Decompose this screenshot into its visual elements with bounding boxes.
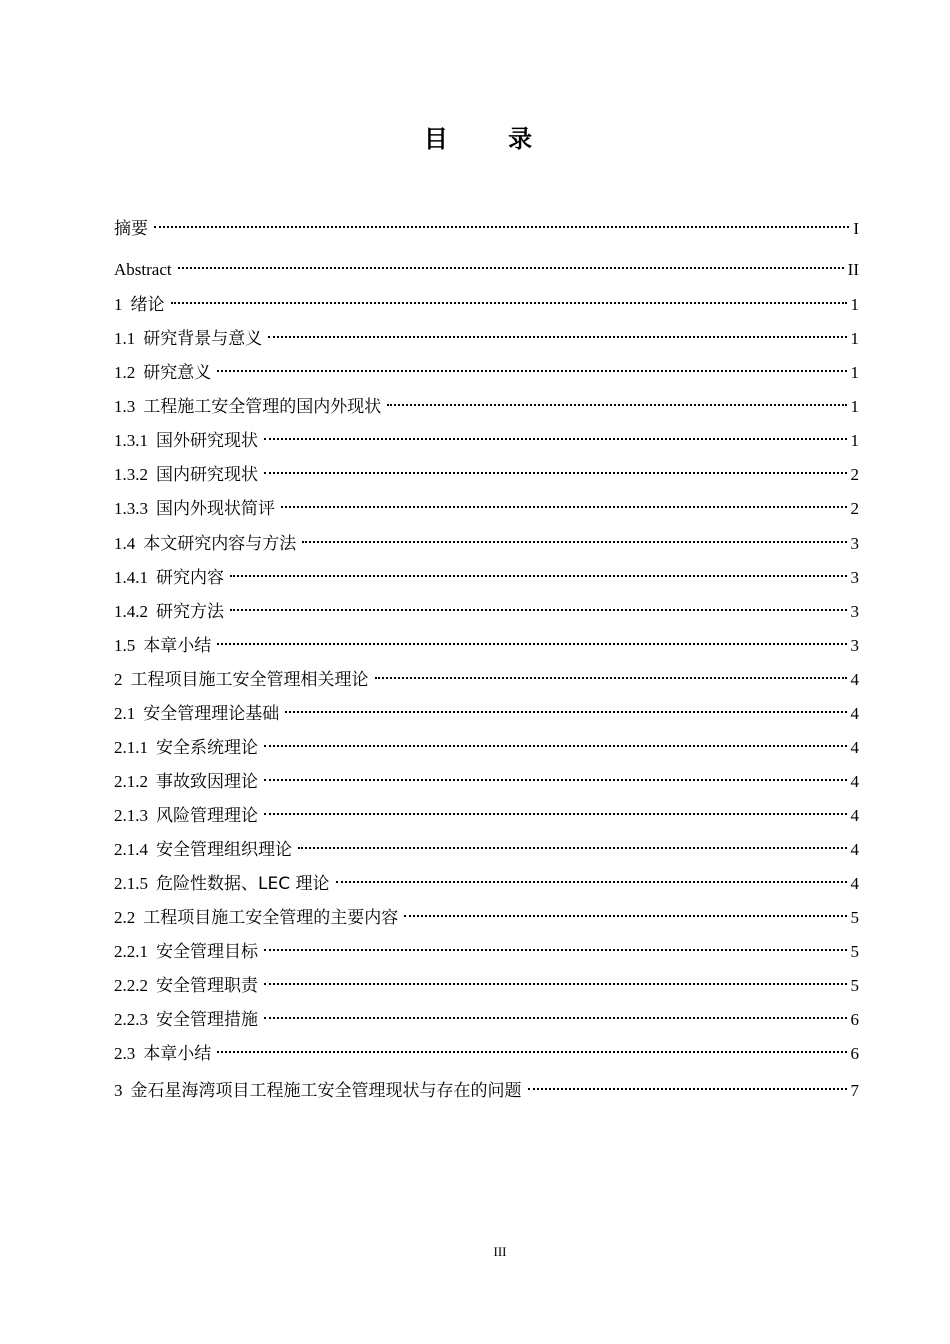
toc-entry-text: 绪论 xyxy=(130,295,165,315)
toc-entry[interactable] xyxy=(114,1033,859,1064)
toc-entry[interactable] xyxy=(114,625,859,656)
toc-leader-dots xyxy=(281,488,847,514)
toc-entry-number: 1.3.1 xyxy=(114,431,148,450)
toc-entry-page: 4 xyxy=(850,772,859,791)
toc-entry[interactable] xyxy=(114,1070,859,1101)
toc-entry-text: 摘要 xyxy=(114,219,148,239)
toc-entry[interactable] xyxy=(114,897,859,928)
toc-leader-dots xyxy=(217,1033,846,1059)
toc-leader-dots xyxy=(264,420,847,446)
toc-entry-number: 1.3 xyxy=(114,397,136,416)
toc-leader-dots xyxy=(387,386,846,412)
toc-leader-dots xyxy=(404,897,846,923)
toc-entry-page: 3 xyxy=(850,534,859,553)
toc-entry-text: 国内研究现状 xyxy=(156,465,258,485)
toc-leader-dots xyxy=(264,761,847,787)
toc-entry-text: 本章小结 xyxy=(143,636,212,656)
page-number: III xyxy=(493,1244,507,1259)
toc-entry-text: 工程施工安全管理的国内外现状 xyxy=(143,397,382,417)
toc-entry-number: 2.2 xyxy=(114,908,136,927)
toc-entry-page: 2 xyxy=(850,465,859,484)
toc-leader-dots xyxy=(285,693,846,719)
toc-entry[interactable] xyxy=(114,386,859,417)
toc-entry-page: 4 xyxy=(850,704,859,723)
toc-entry-text: 安全管理措施 xyxy=(156,1010,258,1030)
toc-entry-text: 工程项目施工安全管理的主要内容 xyxy=(143,908,399,928)
toc-leader-dots xyxy=(217,625,846,651)
toc-entry-number: 1.1 xyxy=(114,329,136,348)
toc-entry-number: 1.4.2 xyxy=(114,602,148,621)
toc-entry-number: 2.1.1 xyxy=(114,738,148,757)
toc-entry-text: 国外研究现状 xyxy=(156,431,258,451)
toc-leader-dots xyxy=(528,1070,847,1096)
toc-entry-number: 1.3.3 xyxy=(114,499,148,518)
toc-entry-page: 1 xyxy=(850,295,859,314)
toc-entry-page: 1 xyxy=(850,363,859,382)
toc-leader-dots xyxy=(230,557,847,583)
toc-entry-text: 安全管理职责 xyxy=(156,976,258,996)
toc-entry-text: 研究背景与意义 xyxy=(143,329,263,349)
toc-entry-page: 1 xyxy=(850,397,859,416)
toc-entry-number: 1.3.2 xyxy=(114,465,148,484)
toc-entry[interactable] xyxy=(114,454,859,485)
toc-entry-text: 金石星海湾项目工程施工安全管理现状与存在的问题 xyxy=(130,1081,522,1101)
toc-entry-number: 2 xyxy=(114,670,123,689)
toc-entry[interactable] xyxy=(114,965,859,996)
toc-entry-page: 5 xyxy=(850,908,859,927)
toc-entry[interactable] xyxy=(114,352,859,383)
toc-leader-dots xyxy=(264,999,847,1025)
toc-entry-text: 危险性数据、LEC 理论 xyxy=(156,874,330,894)
toc-leader-dots xyxy=(178,249,844,275)
toc-entry-page: 7 xyxy=(850,1081,859,1100)
toc-entry[interactable] xyxy=(114,659,859,690)
toc-entry-text: 风险管理理论 xyxy=(156,806,258,826)
toc-entry-text: 本章小结 xyxy=(143,1044,212,1064)
toc-leader-dots xyxy=(264,931,847,957)
toc-entry-number: 1.2 xyxy=(114,363,136,382)
toc-title: 目 录 xyxy=(423,125,559,153)
toc-entry-text: Abstract xyxy=(114,260,172,279)
toc-entry[interactable] xyxy=(114,727,859,758)
toc-entry-number: 1.5 xyxy=(114,636,136,655)
toc-entry-page: 4 xyxy=(850,840,859,859)
toc-entry[interactable] xyxy=(114,693,859,724)
toc-entry-number: 2.1 xyxy=(114,704,136,723)
toc-entry-page: 3 xyxy=(850,636,859,655)
toc-leader-dots xyxy=(375,659,847,685)
toc-entry[interactable] xyxy=(114,208,859,239)
toc-entry-text: 研究意义 xyxy=(143,363,212,383)
toc-entry-page: 2 xyxy=(850,499,859,518)
toc-entry-number: 1.4 xyxy=(114,534,136,553)
toc-leader-dots xyxy=(268,318,846,344)
toc-entry[interactable] xyxy=(114,420,859,451)
toc-leader-dots xyxy=(171,284,847,310)
toc-entry-page: I xyxy=(853,219,859,238)
toc-entry[interactable] xyxy=(114,829,859,860)
toc-entry-text: 本文研究内容与方法 xyxy=(143,534,297,554)
toc-leader-dots xyxy=(230,591,847,617)
toc-entry-page: II xyxy=(847,260,859,279)
toc-leader-dots xyxy=(264,727,847,753)
toc-entry-text: 安全管理目标 xyxy=(156,942,258,962)
toc-entry[interactable] xyxy=(114,999,859,1030)
toc-leader-dots xyxy=(217,352,846,378)
toc-entry-number: 2.1.2 xyxy=(114,772,148,791)
toc-entry-number: 1.4.1 xyxy=(114,568,148,587)
toc-entry-page: 4 xyxy=(850,670,859,689)
toc-entry-number: 2.1.3 xyxy=(114,806,148,825)
toc-leader-dots xyxy=(298,829,847,855)
toc-entry-number: 1 xyxy=(114,295,123,314)
toc-leader-dots xyxy=(336,863,847,889)
toc-entry-page: 5 xyxy=(850,942,859,961)
toc-entry-page: 4 xyxy=(850,874,859,893)
toc-entry[interactable] xyxy=(114,591,859,622)
toc-entry[interactable] xyxy=(114,557,859,588)
toc-entry-page: 6 xyxy=(850,1044,859,1063)
toc-entry[interactable] xyxy=(114,284,859,315)
toc-leader-dots xyxy=(264,965,847,991)
toc-entry-number: 3 xyxy=(114,1081,123,1100)
toc-entry-number: 2.3 xyxy=(114,1044,136,1063)
toc-entry[interactable] xyxy=(114,863,859,894)
toc-entry-text: 研究方法 xyxy=(156,602,224,622)
toc-entry-page: 3 xyxy=(850,568,859,587)
toc-leader-dots xyxy=(264,795,847,821)
toc-entry[interactable] xyxy=(114,249,859,279)
toc-entry-number: 2.1.5 xyxy=(114,874,148,893)
toc-entry-number: 2.2.1 xyxy=(114,942,148,961)
toc-entry-page: 5 xyxy=(850,976,859,995)
toc-entry-page: 3 xyxy=(850,602,859,621)
toc-entry-text: 安全系统理论 xyxy=(156,738,258,758)
toc-entry-number: 2.2.2 xyxy=(114,976,148,995)
toc-entry-text: 安全管理组织理论 xyxy=(156,840,292,860)
toc-entry[interactable] xyxy=(114,523,859,554)
toc-entry-page: 4 xyxy=(850,738,859,757)
toc-entry-number: 2.1.4 xyxy=(114,840,148,859)
toc-entry[interactable] xyxy=(114,931,859,962)
toc-entry-page: 1 xyxy=(850,431,859,450)
toc-entry-text: 研究内容 xyxy=(156,568,224,588)
toc-entry[interactable] xyxy=(114,318,859,349)
toc-entry-text: 安全管理理论基础 xyxy=(143,704,280,724)
toc-entry[interactable] xyxy=(114,488,859,519)
toc-entry[interactable] xyxy=(114,761,859,792)
toc-leader-dots xyxy=(154,208,849,234)
toc-entry-text: 事故致因理论 xyxy=(156,772,258,792)
toc-leader-dots xyxy=(302,523,846,549)
toc-entry-page: 1 xyxy=(850,329,859,348)
toc-entry-page: 6 xyxy=(850,1010,859,1029)
toc-leader-dots xyxy=(264,454,847,480)
toc-entry-page: 4 xyxy=(850,806,859,825)
toc-entry-text: 工程项目施工安全管理相关理论 xyxy=(130,670,369,690)
toc-entry-text: 国内外现状简评 xyxy=(156,499,275,519)
toc-entry-number: 2.2.3 xyxy=(114,1010,148,1029)
toc-entry[interactable] xyxy=(114,795,859,826)
